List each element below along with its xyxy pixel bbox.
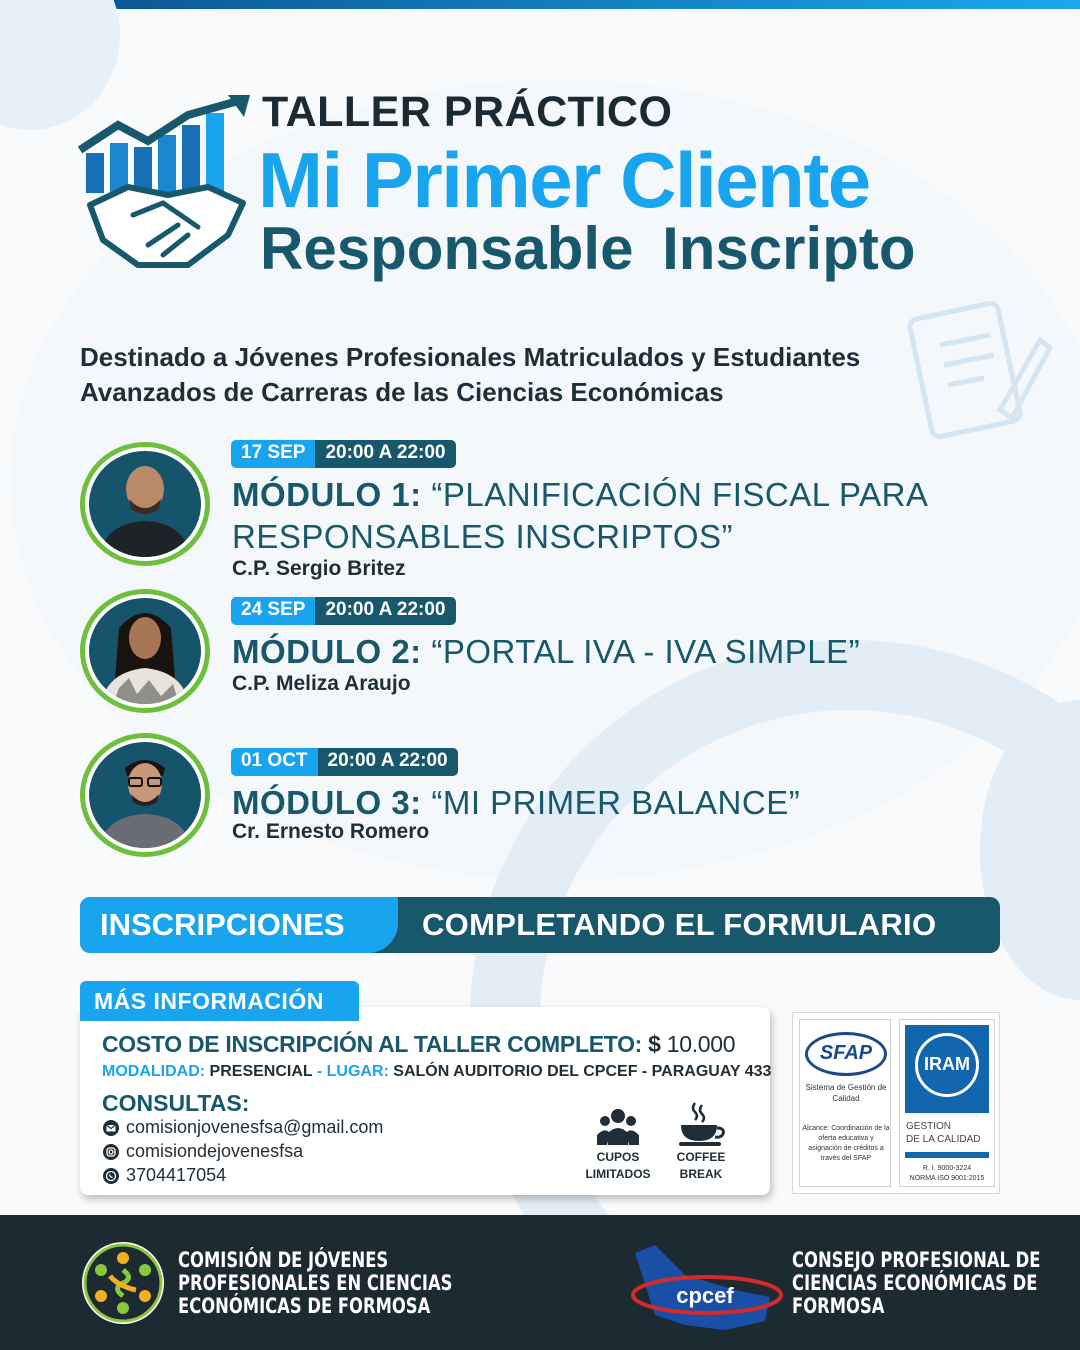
audience-line-2: Avanzados de Carreras de las Ciencias Económicas xyxy=(80,377,724,407)
speaker-photo-1 xyxy=(80,442,210,566)
module-2-date: 24 SEP xyxy=(231,597,315,625)
sfap-caption: Sistema de Gestión de Calidad xyxy=(805,1083,887,1103)
cpcef-logo-text: cpcef xyxy=(676,1283,734,1308)
cpcef-logo xyxy=(625,1235,785,1335)
whatsapp-icon xyxy=(102,1167,120,1185)
coffee-break-line-2: BREAK xyxy=(679,1167,723,1181)
iram-reg-line-1: R. I. 9000-3224 xyxy=(922,1165,972,1172)
place-value: SALÓN AUDITORIO DEL CPCEF - PARAGUAY 433 xyxy=(393,1063,772,1080)
module-3-time: 20:00 A 22:00 xyxy=(318,748,458,776)
cost-line xyxy=(102,1031,735,1058)
module-3-schedule xyxy=(231,748,458,776)
modality-line xyxy=(102,1063,771,1081)
instagram-contact[interactable] xyxy=(102,1141,303,1162)
commission-name xyxy=(178,1249,452,1318)
module-3 xyxy=(80,748,1020,868)
separator: - xyxy=(316,1063,323,1080)
module-1-title xyxy=(232,474,992,558)
email-icon xyxy=(102,1119,120,1137)
module-1-schedule xyxy=(231,440,456,468)
module-3-title-line-1: “MI PRIMER BALANCE” xyxy=(431,784,801,821)
main-title: Mi Primer Cliente xyxy=(258,136,870,224)
place-key: LUGAR: xyxy=(326,1063,389,1080)
limited-seats-line-1: CUPOS xyxy=(596,1150,640,1164)
instagram-icon xyxy=(102,1143,120,1161)
module-3-speaker: Cr. Ernesto Romero xyxy=(232,820,430,843)
sfap-certificate xyxy=(799,1019,891,1187)
module-3-label: MÓDULO 3: xyxy=(232,784,422,821)
email-text[interactable]: comisionjovenesfsa@gmail.com xyxy=(126,1117,384,1137)
iram-registration xyxy=(902,1164,992,1184)
module-1-title-line-2: RESPONSABLES INSCRIPTOS” xyxy=(232,518,734,555)
limited-seats-line-2: LIMITADOS xyxy=(585,1167,651,1181)
module-3-date: 01 OCT xyxy=(231,748,318,776)
speaker-photo-3 xyxy=(80,733,210,857)
commission-logo-icon xyxy=(80,1240,166,1326)
iram-caption-line-2: DE LA CALIDAD xyxy=(906,1134,981,1145)
module-2-time: 20:00 A 22:00 xyxy=(315,597,455,625)
modality-key: MODALIDAD: xyxy=(102,1063,206,1080)
people-icon xyxy=(596,1107,640,1147)
coffee-icon xyxy=(677,1101,725,1147)
speaker-photo-2 xyxy=(80,589,210,713)
module-2-title-line-1: “PORTAL IVA - IVA SIMPLE” xyxy=(431,633,861,670)
module-2-schedule xyxy=(231,597,456,625)
registration-action[interactable]: COMPLETANDO EL FORMULARIO xyxy=(422,907,937,942)
cost-symbol: $ xyxy=(648,1031,661,1057)
whatsapp-text[interactable]: 3704417054 xyxy=(126,1165,227,1185)
iram-bar xyxy=(905,1152,989,1158)
cost-label: COSTO DE INSCRIPCIÓN AL TALLER COMPLETO: xyxy=(102,1031,643,1057)
module-1-label: MÓDULO 1: xyxy=(232,476,422,513)
commission-line-3: ECONÓMICAS DE FORMOSA xyxy=(178,1294,431,1318)
instagram-text[interactable]: comisiondejovenesfsa xyxy=(126,1141,304,1161)
sfap-logo: SFAP xyxy=(805,1032,887,1076)
info-panel xyxy=(80,1007,770,1195)
module-1-speaker: C.P. Sergio Britez xyxy=(232,557,406,580)
cost-value: 10.000 xyxy=(666,1031,736,1057)
certifications-panel xyxy=(792,1012,1000,1194)
iram-reg-line-2: NORMA ISO 9001:2015 xyxy=(909,1175,985,1182)
module-2-label: MÓDULO 2: xyxy=(232,633,422,670)
iram-logo: IRAM xyxy=(915,1033,979,1097)
email-contact[interactable] xyxy=(102,1117,383,1138)
iram-caption xyxy=(906,1120,980,1146)
registration-label: INSCRIPCIONES xyxy=(80,897,398,953)
iram-certificate xyxy=(899,1019,995,1187)
subtitle: Responsable Inscripto xyxy=(260,215,916,282)
module-2 xyxy=(80,597,1020,717)
footer xyxy=(0,1215,1080,1350)
module-2-title xyxy=(232,631,992,673)
sfap-scope: Alcance: Coordinación de la oferta educativa y asignación de créditos a través del SFAP xyxy=(802,1125,890,1162)
module-1-date: 17 SEP xyxy=(231,440,315,468)
limited-seats-feature xyxy=(573,1107,663,1183)
module-1 xyxy=(80,440,1020,590)
top-accent-bar xyxy=(0,0,1080,9)
coffee-break-feature xyxy=(656,1101,746,1183)
module-1-time: 20:00 A 22:00 xyxy=(315,440,455,468)
registration-banner[interactable] xyxy=(80,897,1000,953)
council-line-2: CIENCIAS ECONÓMICAS DE xyxy=(792,1271,1038,1295)
council-line-3: FORMOSA xyxy=(792,1294,885,1318)
whatsapp-contact[interactable] xyxy=(102,1165,226,1186)
consultas-heading: CONSULTAS: xyxy=(102,1090,250,1116)
module-2-speaker: C.P. Meliza Araujo xyxy=(232,672,411,695)
modality-value: PRESENCIAL xyxy=(209,1063,313,1080)
audience-line-1: Destinado a Jóvenes Profesionales Matriculados y Estudiantes xyxy=(80,342,861,372)
kicker-title: TALLER PRÁCTICO xyxy=(262,88,673,136)
module-3-title xyxy=(232,782,992,824)
council-name xyxy=(792,1249,1040,1318)
commission-line-2: PROFESIONALES EN CIENCIAS xyxy=(178,1271,453,1295)
more-info-tab: MÁS INFORMACIÓN xyxy=(80,981,359,1021)
coffee-break-line-1: COFFEE xyxy=(676,1150,726,1164)
commission-line-1: COMISIÓN DE JÓVENES xyxy=(178,1248,389,1272)
council-line-1: CONSEJO PROFESIONAL DE xyxy=(792,1248,1041,1272)
iram-caption-line-1: GESTION xyxy=(906,1121,952,1132)
module-1-title-line-1: “PLANIFICACIÓN FISCAL PARA xyxy=(431,476,929,513)
audience-text xyxy=(80,340,1020,410)
chart-handshake-icon xyxy=(78,95,253,275)
